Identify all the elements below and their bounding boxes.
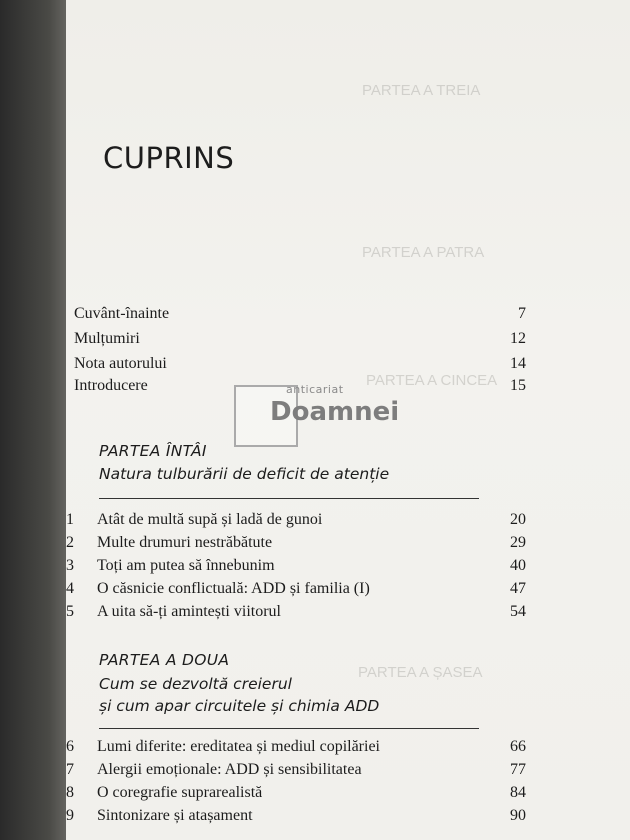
chapter-page: 77 (510, 761, 526, 778)
toc-entry-label: Cuvânt-înainte (74, 305, 170, 322)
watermark-logo (234, 383, 404, 445)
chapter-number: 7 (66, 761, 74, 778)
part-title: PARTEA A DOUA (99, 651, 230, 669)
page-title: CUPRINS (103, 141, 235, 175)
toc-entry-label: Introducere (74, 377, 148, 394)
watermark-top-text: anticariat (286, 383, 344, 396)
chapter-title: Atât de multă supă și ladă de gunoi (97, 511, 323, 528)
toc-chapter[interactable] (66, 579, 526, 599)
toc-chapter[interactable] (66, 510, 526, 530)
chapter-title: A uita să-ți amintești viitorul (97, 603, 281, 620)
toc-entry[interactable] (66, 329, 526, 349)
chapter-number: 8 (66, 784, 74, 801)
chapter-page: 54 (510, 603, 526, 620)
toc-chapter[interactable] (66, 533, 526, 553)
chapter-page: 29 (510, 534, 526, 551)
chapter-title: O căsnicie conflictuală: ADD și familia (I) (97, 580, 370, 597)
chapter-title: Multe drumuri nestrăbătute (97, 534, 273, 551)
toc-chapter[interactable] (66, 737, 526, 757)
chapter-page: 40 (510, 557, 526, 574)
background-edge (0, 0, 70, 840)
toc-entry[interactable] (66, 304, 526, 324)
chapter-page: 66 (510, 738, 526, 755)
chapter-title: Sintonizare și atașament (97, 807, 253, 824)
chapter-number: 4 (66, 580, 74, 597)
bleed-through-part3: PARTEA A TREIA (362, 82, 481, 99)
book-page (66, 0, 630, 840)
chapter-page: 20 (510, 511, 526, 528)
chapter-number: 6 (66, 738, 74, 755)
divider (99, 728, 479, 729)
toc-entry-page: 12 (510, 330, 526, 347)
toc-chapter[interactable] (66, 602, 526, 622)
chapter-page: 84 (510, 784, 526, 801)
watermark-main-text: Doamnei (270, 397, 400, 427)
chapter-page: 90 (510, 807, 526, 824)
toc-entry-label: Mulțumiri (74, 330, 140, 347)
toc-entry[interactable] (66, 354, 526, 374)
toc-entry-page: 15 (510, 377, 526, 394)
toc-chapter[interactable] (66, 556, 526, 576)
toc-entry-page: 14 (510, 355, 526, 372)
toc-chapter[interactable] (66, 806, 526, 826)
divider (99, 498, 479, 499)
part-subtitle: și cum apar circuitele și chimia ADD (99, 697, 380, 715)
chapter-title: Alergii emoționale: ADD și sensibilitatea (97, 761, 362, 778)
chapter-number: 2 (66, 534, 74, 551)
toc-entry-label: Nota autorului (74, 355, 167, 372)
chapter-number: 1 (66, 511, 74, 528)
chapter-page: 47 (510, 580, 526, 597)
toc-chapter[interactable] (66, 760, 526, 780)
chapter-number: 9 (66, 807, 74, 824)
bleed-through-part4: PARTEA A PATRA (362, 244, 485, 261)
bleed-through-part5: PARTEA A CINCEA (366, 372, 498, 389)
part-subtitle: Natura tulburării de deficit de atenție (99, 465, 390, 483)
bleed-through-part6: PARTEA A ȘASEA (358, 664, 483, 681)
chapter-number: 3 (66, 557, 74, 574)
chapter-title: Lumi diferite: ereditatea și mediul copilăriei (97, 738, 380, 755)
chapter-title: Toți am putea să înnebunim (97, 557, 275, 574)
part-title: PARTEA ÎNTÂI (99, 442, 207, 460)
chapter-title: O coregrafie suprarealistă (97, 784, 263, 801)
chapter-number: 5 (66, 603, 74, 620)
part-subtitle: Cum se dezvoltă creierul (99, 675, 292, 693)
toc-entry-page: 7 (518, 305, 526, 322)
toc-chapter[interactable] (66, 783, 526, 803)
